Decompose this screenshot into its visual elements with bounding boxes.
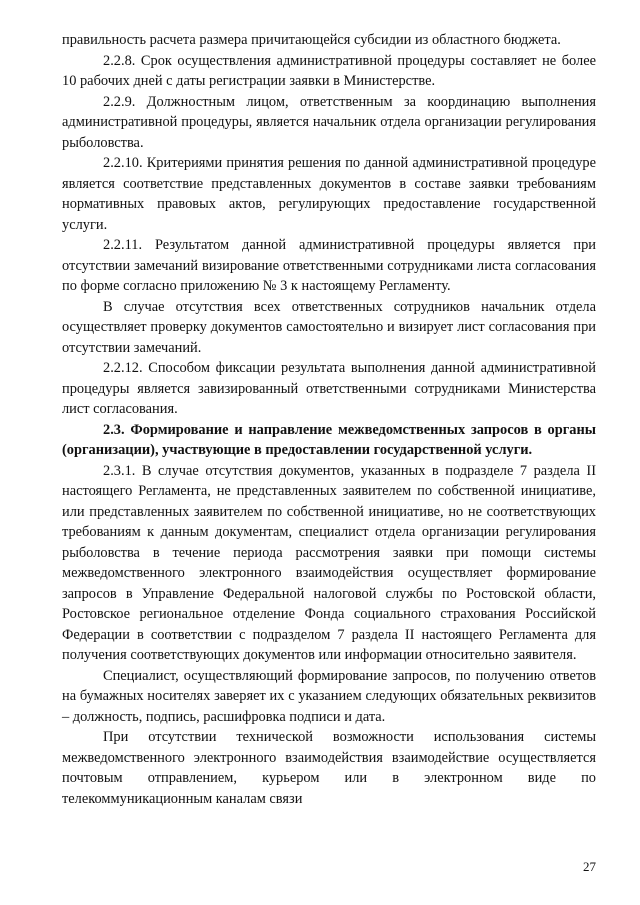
- paragraph: Специалист, осуществляющий формирование запросов, по получению ответов на бумажных носителях заверяет их с указанием следующих обязательных реквизитов – должность, подпись, расшифровка подписи и дата.: [62, 667, 596, 725]
- paragraph-2-2-8: 2.2.8. Срок осуществления административной процедуры составляет не более 10 рабочих дней с даты регистрации заявки в Министерстве.: [62, 52, 596, 89]
- paragraph: правильность расчета размера причитающейся субсидии из областного бюджета.: [62, 32, 561, 48]
- paragraph-2-2-12: 2.2.12. Способом фиксации результата выполнения данной административной процедуры является завизированный ответственными сотрудниками Министерства лист согласования.: [62, 360, 596, 417]
- paragraph-2-2-9: 2.2.9. Должностным лицом, ответственным за координацию выполнения административной процедуры, является начальник отдела организации регулирования рыболовства.: [62, 93, 596, 151]
- paragraph-2-2-11: 2.2.11. Результатом данной административной процедуры является при отсутствии замечаний визирование ответственными сотрудниками листа согласования по форме согласно приложению № 3 к настоящему Регламенту.: [62, 237, 596, 294]
- paragraph-2-2-10: 2.2.10. Критериями принятия решения по данной административной процедуре является соответствие представленных документов в составе заявки требованиям нормативных правовых актов, регулирующих предоставление государственной услуги.: [62, 155, 596, 233]
- paragraph: При отсутствии технической возможности использования системы межведомственного электронного взаимодействия взаимодействие осуществляется почтовым отправлением, курьером или в электронном виде по телекоммуникационным каналам связи: [62, 729, 596, 807]
- section-heading-2-3: 2.3. Формирование и направление межведомственных запросов в органы (организации), участвующие в предоставлении государственной услуги.: [62, 421, 596, 458]
- paragraph-2-3-1: 2.3.1. В случае отсутствия документов, указанных в подразделе 7 раздела II настоящего Регламента, не представленных заявителем по собственной инициативе, или представленных заявителем по собственной инициативе, но не соответствующих требованиям к данным документам, специалист отдела организации регулирования рыболовства в течение периода рассмотрения заявки при помощи системы межведомственного электронного взаимодействия осуществляет формирование запросов в Управление Федеральной налоговой службы по Ростовской области, Ростовское региональное отделение Фонда социального страхования Российской Федерации в соответствии с подразделом 7 раздела II настоящего Регламента для получения соответствующих документов или информации относительно заявителя.: [62, 462, 596, 663]
- page-number: 27: [583, 859, 596, 874]
- paragraph: В случае отсутствия всех ответственных сотрудников начальник отдела осуществляет проверку документов самостоятельно и визирует лист согласования при отсутствии замечаний.: [62, 298, 596, 356]
